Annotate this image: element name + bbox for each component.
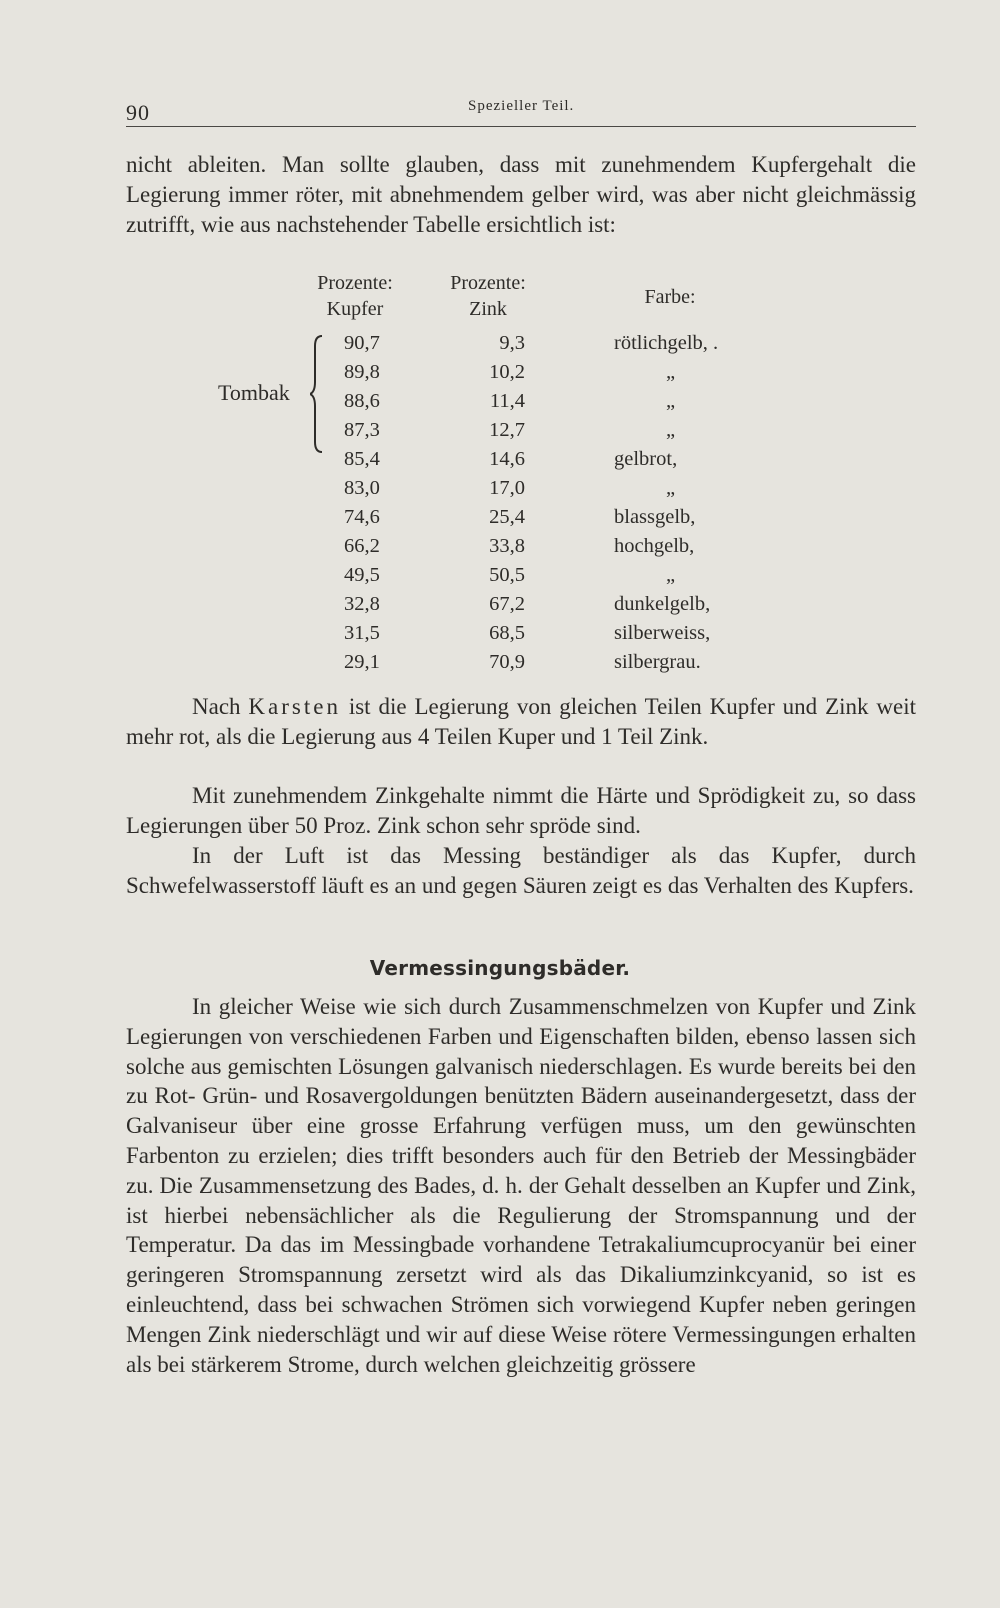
karsten-suffix: ist die Legierung von gleichen Teilen Kupfer und Zink weit mehr rot, als die Legierung aus 4 Teilen Kuper und 1 Teil Zink. — [126, 694, 916, 749]
table-cell-kupfer: 83,0 — [344, 477, 380, 499]
column-head-kupfer-line2: Kupfer — [326, 298, 384, 320]
table-cell-zink: 17,0 — [489, 477, 525, 499]
table-cell-zink: 14,6 — [489, 448, 525, 470]
table-cell-farbe: dunkelgelb, — [614, 593, 711, 615]
table-cell-kupfer: 85,4 — [344, 448, 380, 470]
table-cell-kupfer: 66,2 — [344, 535, 380, 557]
karsten-paragraph — [126, 692, 916, 752]
hardness-paragraph: Mit zunehmendem Zinkgehalte nimmt die Härte und Sprödigkeit zu, so dass Legierungen über 50 Proz. Zink schon sehr spröde sind. — [126, 783, 916, 838]
table-cell-farbe: blassgelb, — [614, 506, 696, 528]
air-paragraph: In der Luft ist das Messing beständiger als das Kupfer, durch Schwefelwasserstoff läuft es an und gegen Säuren zeigt es das Verhalten des Kupfers. — [126, 843, 916, 898]
table-cell-zink: 10,2 — [489, 361, 525, 383]
running-head: Spezieller Teil. — [468, 98, 575, 114]
table-cell-kupfer: 88,6 — [344, 390, 380, 412]
column-head-zink-line1: Prozente: — [450, 272, 526, 294]
section-paragraph: In gleicher Weise wie sich durch Zusammenschmelzen von Kupfer und Zink Legierungen von verschiedenen Farben und Eigenschaften bilden, ebenso lassen sich solche aus gemischten Lösungen galvanisch niederschlagen. Es wurde bereits bei den zu Rot- Grün- und Rosavergoldungen benützten Bädern auseinandergesetzt, dass der Galvaniseur über eine grosse Erfahrung verfügen muss, um den gewünschten Farbenton zu erzielen; dies trifft besonders auch für den Betrieb der Messingbäder zu. Die Zusammensetzung des Bades, d. h. der Gehalt desselben an Kupfer und Zink, ist hierbei nebensächlicher als die Regulierung der Stromspannung und der Temperatur. Da das im Messingbade vorhandene Tetrakaliumcuprocyanür bei einer geringeren Stromspannung zersetzt wird als das Dikaliumzinkcyanid, so ist es einleuchtend, dass bei schwachen Strömen sich vorwiegend Kupfer neben geringen Mengen Zink niederschlägt und wir auf diese Weise rötere Vermessingungen erhalten als bei stärkerem Strome, durch welchen gleichzeitig grössere — [126, 994, 916, 1377]
table-cell-zink: 50,5 — [489, 564, 525, 586]
karsten-name: Karsten — [248, 694, 341, 719]
karsten-prefix: Nach — [192, 694, 249, 719]
table-cell-farbe: silbergrau. — [614, 651, 701, 673]
column-head-zink — [433, 270, 543, 322]
column-head-zink-line2: Zink — [469, 298, 507, 320]
section-title: Vermessingungsbäder. — [369, 956, 631, 980]
table-cell-zink: 70,9 — [489, 651, 525, 673]
table-cell-farbe: silberweiss, — [614, 622, 711, 644]
table-cell-zink: 25,4 — [489, 506, 525, 528]
table-cell-kupfer: 90,7 — [344, 332, 380, 354]
page-number: 90 — [126, 100, 150, 125]
tombak-label: Tombak — [218, 380, 290, 405]
table-cell-kupfer: 32,8 — [344, 593, 380, 615]
page-header — [126, 96, 916, 127]
table-cell-farbe: „ — [666, 564, 676, 586]
table-cell-zink: 68,5 — [489, 622, 525, 644]
table-cell-zink: 11,4 — [489, 390, 525, 412]
table-cell-zink: 33,8 — [489, 535, 525, 557]
table-cell-kupfer: 74,6 — [344, 506, 380, 528]
table-cell-farbe: „ — [666, 419, 676, 441]
table-cell-farbe: „ — [666, 361, 676, 383]
table-cell-kupfer: 89,8 — [344, 361, 380, 383]
table-cell-farbe: gelbrot, — [614, 448, 678, 470]
table-cell-kupfer: 87,3 — [344, 419, 380, 441]
table-cell-farbe: hochgelb, — [614, 535, 695, 557]
table-cell-kupfer: 29,1 — [344, 651, 380, 673]
table-cell-zink: 9,3 — [499, 332, 525, 354]
table-cell-kupfer: 49,5 — [344, 564, 380, 586]
tombak-brace — [310, 334, 328, 454]
table-cell-kupfer: 31,5 — [344, 622, 380, 644]
table-cell-farbe: rötlichgelb, . — [614, 332, 719, 354]
table-cell-zink: 67,2 — [489, 593, 525, 615]
column-head-kupfer-line1: Prozente: — [317, 272, 393, 294]
table-cell-zink: 12,7 — [489, 419, 525, 441]
column-head-farbe: Farbe: — [644, 286, 696, 308]
table-cell-farbe: „ — [666, 390, 676, 412]
table-cell-farbe: „ — [666, 477, 676, 499]
column-head-kupfer — [300, 270, 410, 322]
intro-paragraph: nicht ableiten. Man sollte glauben, dass mit zunehmendem Kupfergehalt die Legierung immer röter, mit abnehmendem gelber wird, was aber nicht gleichmässig zutrifft, wie aus nachstehender Tabelle ersichtlich ist: — [126, 152, 916, 237]
